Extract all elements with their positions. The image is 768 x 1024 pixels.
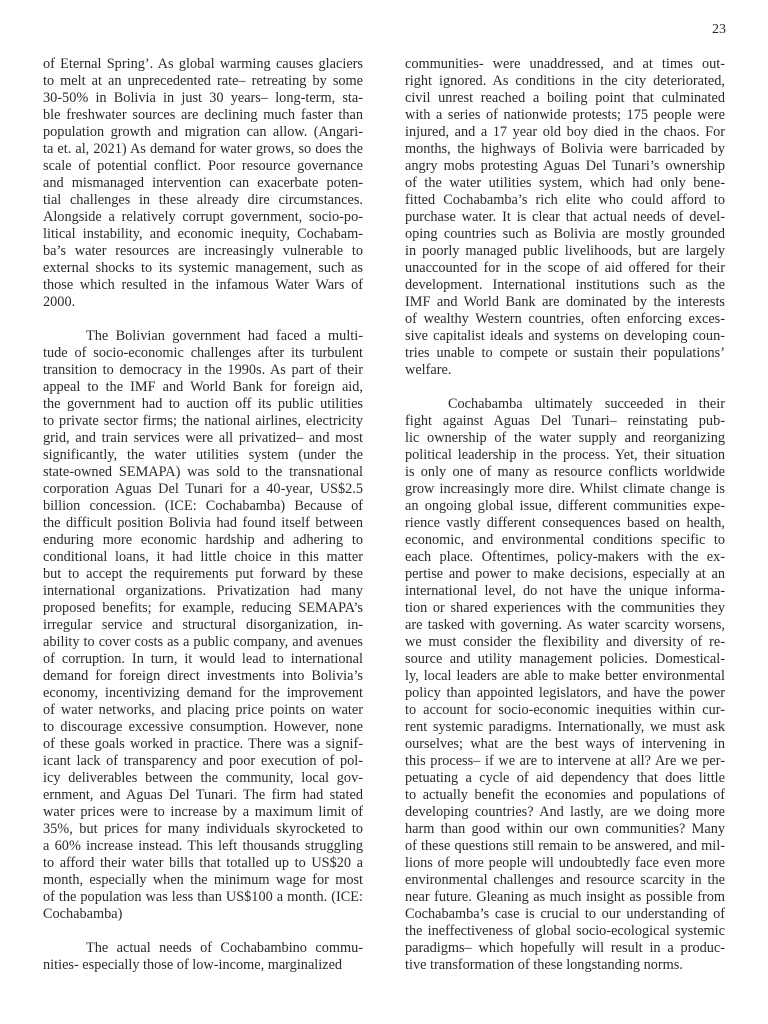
text-line: a 60% increase instead. This left thousands struggling xyxy=(43,838,363,854)
text-line: political leadership in the process. Yet, their situation xyxy=(405,447,725,463)
text-line: of these questions still remain to be answered, and mil- xyxy=(405,838,725,854)
paragraph-gap xyxy=(43,311,363,328)
text-line: injured, and a 17 year old boy died in the chaos. For xyxy=(405,124,725,140)
text-line: 35%, but prices for many individuals skyrocketed to xyxy=(43,821,363,837)
text-line: and mismanaged intervention can exacerbate poten- xyxy=(43,175,363,191)
text-line: welfare. xyxy=(405,362,452,378)
paragraph xyxy=(43,940,363,974)
text-line: 30-50% in Bolivia in just 30 years– long-term, sta- xyxy=(43,90,363,106)
text-line: ba’s water resources are increasingly vulnerable to xyxy=(43,243,363,259)
text-line: of the population was less than US$100 a month. (ICE: xyxy=(43,889,363,905)
text-line: of corruption. In turn, it would lead to international xyxy=(43,651,363,667)
text-line: appeal to the IMF and World Bank for foreign aid, xyxy=(43,379,363,395)
text-line: ble freshwater sources are declining much faster than xyxy=(43,107,363,123)
text-line: environmental challenges and resource scarcity in the xyxy=(405,872,725,888)
text-line: rience vastly different consequences based on health, xyxy=(405,515,725,531)
text-line: significantly, the water utilities system (under the xyxy=(43,447,363,463)
paragraph xyxy=(43,56,363,311)
text-line: Alongside a relatively corrupt government, socio-po- xyxy=(43,209,363,225)
text-line: corporation Aguas Del Tunari for a 40-year, US$2.5 xyxy=(43,481,363,497)
text-line: international level, do not have the unique informa- xyxy=(405,583,725,599)
text-line: of wealthy Western countries, often enforcing exces- xyxy=(405,311,725,327)
text-line: with a series of nationwide protests; 175 people were xyxy=(405,107,725,123)
text-line: state-owned SEMAPA) was sold to the transnational xyxy=(43,464,363,480)
text-line: tude of socio-economic challenges after its turbulent xyxy=(43,345,363,361)
text-line: ability to cover costs as a public company, and avenues xyxy=(43,634,363,650)
paragraph xyxy=(405,56,725,379)
text-line: Cochabamba ultimately succeeded in their xyxy=(448,396,725,412)
text-line: policy than appointed legislators, and have the power xyxy=(405,685,725,701)
text-line: development. International institutions such as the xyxy=(405,277,725,293)
text-line: demand for foreign direct investments into Bolivia’s xyxy=(43,668,363,684)
paragraph xyxy=(405,396,725,974)
text-line: water prices were to increase by a maximum limit of xyxy=(43,804,363,820)
text-line: this process– if we are to intervene at all? Are we per- xyxy=(405,753,725,769)
text-line: fight against Aguas Del Tunari– reinstating pub- xyxy=(405,413,725,429)
text-line: those which resulted in the infamous Water Wars of xyxy=(43,277,363,293)
text-line: petuating a cycle of aid dependency that does little xyxy=(405,770,725,786)
text-line: we must consider the flexibility and diversity of re- xyxy=(405,634,725,650)
text-line: developing countries? And lastly, are we doing more xyxy=(405,804,725,820)
text-line: tive transformation of these longstanding norms. xyxy=(405,957,683,973)
text-line: lions of more people will undoubtedly face even more xyxy=(405,855,725,871)
text-line: nities- especially those of low-income, marginalized xyxy=(43,957,343,973)
text-line: population growth and migration can allow. (Angari- xyxy=(43,124,363,140)
text-line: near future. Gleaning as much insight as possible from xyxy=(405,889,725,905)
text-line: the ineffectiveness of global socio-ecological systemic xyxy=(405,923,725,939)
paragraph xyxy=(43,328,363,923)
text-line: months, the highways of Bolivia were barricaded by xyxy=(405,141,725,157)
left-column xyxy=(43,56,363,974)
text-line: right ignored. As conditions in the city deteriorated, xyxy=(405,73,725,89)
text-line: of the water utilities system, which had only bene- xyxy=(405,175,725,191)
text-line: tries unable to compete or sustain their populations’ xyxy=(405,345,725,361)
text-line: month, especially when the minimum wage for most xyxy=(43,872,363,888)
text-line: sive capitalist ideals and systems on developing coun- xyxy=(405,328,725,344)
text-line: ourselves; what are the best ways of intervening in xyxy=(405,736,725,752)
text-line: The actual needs of Cochabambino commu- xyxy=(86,940,363,956)
right-column xyxy=(405,56,725,974)
text-line: the government had to auction off its public utilities xyxy=(43,396,363,412)
text-line: of these goals worked in practice. There was a signif- xyxy=(43,736,363,752)
text-line: communities- were unaddressed, and at times out- xyxy=(405,56,725,72)
text-line: Cochabamba’s case is crucial to our understanding of xyxy=(405,906,725,922)
text-line: is only one of many as resource conflicts worldwide xyxy=(405,464,725,480)
text-line: grow increasingly more dire. Whilst climate change is xyxy=(405,481,725,497)
text-line: economic, and environmental conditions specific to xyxy=(405,532,725,548)
text-line: ernment, and Aguas Del Tunari. The firm had stated xyxy=(43,787,363,803)
text-line: in poorly managed public livelihoods, but are largely xyxy=(405,243,725,259)
text-line: litical instability, and economic inequity, Cochabam- xyxy=(43,226,363,242)
text-line: international organizations. Privatization had many xyxy=(43,583,363,599)
text-line: of Eternal Spring’. As global warming causes glaciers xyxy=(43,56,363,72)
text-line: economy, incentivizing demand for the improvement xyxy=(43,685,363,701)
text-line: tial challenges in these already dire circumstances. xyxy=(43,192,363,208)
text-line: rent systemic paradigms. Internationally, we must ask xyxy=(405,719,725,735)
text-line: transition to democracy in the 1990s. As part of their xyxy=(43,362,363,378)
paragraph-gap xyxy=(43,923,363,940)
text-line: scale of potential conflict. Poor resource governance xyxy=(43,158,363,174)
text-line: harm than good within our own communities? Many xyxy=(405,821,725,837)
text-line: 2000. xyxy=(43,294,76,310)
text-line: civil unrest reached a boiling point that culminated xyxy=(405,90,725,106)
text-line: conditional loans, it had little choice in this matter xyxy=(43,549,363,565)
text-line: The Bolivian government had faced a multi- xyxy=(86,328,363,344)
text-line: are tasked with governing. As water scarcity worsens, xyxy=(405,617,725,633)
text-line: to afford their water bills that totalled up to US$20 a xyxy=(43,855,363,871)
text-line: tion or shared experiences with the communities they xyxy=(405,600,725,616)
text-line: an ongoing global issue, different communities expe- xyxy=(405,498,725,514)
text-line: unaccounted for in the scope of aid offered for their xyxy=(405,260,725,276)
text-line: lic ownership of the water supply and reorganizing xyxy=(405,430,725,446)
text-line: IMF and World Bank are dominated by the interests xyxy=(405,294,725,310)
text-line: ly, local leaders are able to make better environmental xyxy=(405,668,725,684)
text-line: the difficult position Bolivia had found itself between xyxy=(43,515,363,531)
text-line: paradigms– which hopefully will result in a produc- xyxy=(405,940,725,956)
text-line: external shocks to its systemic management, such as xyxy=(43,260,363,276)
text-line: angry mobs protesting Aguas Del Tunari’s ownership xyxy=(405,158,725,174)
text-line: source and utility management policies. Domestical- xyxy=(405,651,725,667)
text-line: billion concession. (ICE: Cochabamba) Because of xyxy=(43,498,363,514)
text-line: icy deliverables between the community, local gov- xyxy=(43,770,363,786)
text-line: of water networks, and placing price points on water xyxy=(43,702,363,718)
text-line: ta et. al, 2021) As demand for water grows, so does the xyxy=(43,141,363,157)
text-line: fitted Cochabamba’s rich elite who could afford to xyxy=(405,192,725,208)
text-line: but to accept the requirements put forward by these xyxy=(43,566,363,582)
text-line: each place. Oftentimes, policy-makers with the ex- xyxy=(405,549,725,565)
text-line: oping countries such as Bolivia are mostly grounded xyxy=(405,226,725,242)
text-line: irregular service and structural disorganization, in- xyxy=(43,617,363,633)
text-line: enduring more economic hardship and adhering to xyxy=(43,532,363,548)
text-line: to melt at an unprecedented rate– retreating by some xyxy=(43,73,363,89)
text-line: icant lack of transparency and poor execution of pol- xyxy=(43,753,363,769)
text-line: to account for socio-economic inequities within cur- xyxy=(405,702,725,718)
paragraph-gap xyxy=(405,379,725,396)
text-line: grid, and train services were all privatized– and most xyxy=(43,430,363,446)
text-line: Cochabamba) xyxy=(43,906,123,922)
text-line: to actually benefit the economies and populations of xyxy=(405,787,725,803)
page-number: 23 xyxy=(712,22,726,37)
text-line: purchase water. It is clear that actual needs of devel- xyxy=(405,209,725,225)
text-line: proposed benefits; for example, reducing SEMAPA’s xyxy=(43,600,363,616)
text-line: to private sector firms; the national airlines, electricity xyxy=(43,413,363,429)
text-line: pertise and power to make decisions, especially at an xyxy=(405,566,725,582)
text-line: to discourage excessive consumption. However, none xyxy=(43,719,363,735)
